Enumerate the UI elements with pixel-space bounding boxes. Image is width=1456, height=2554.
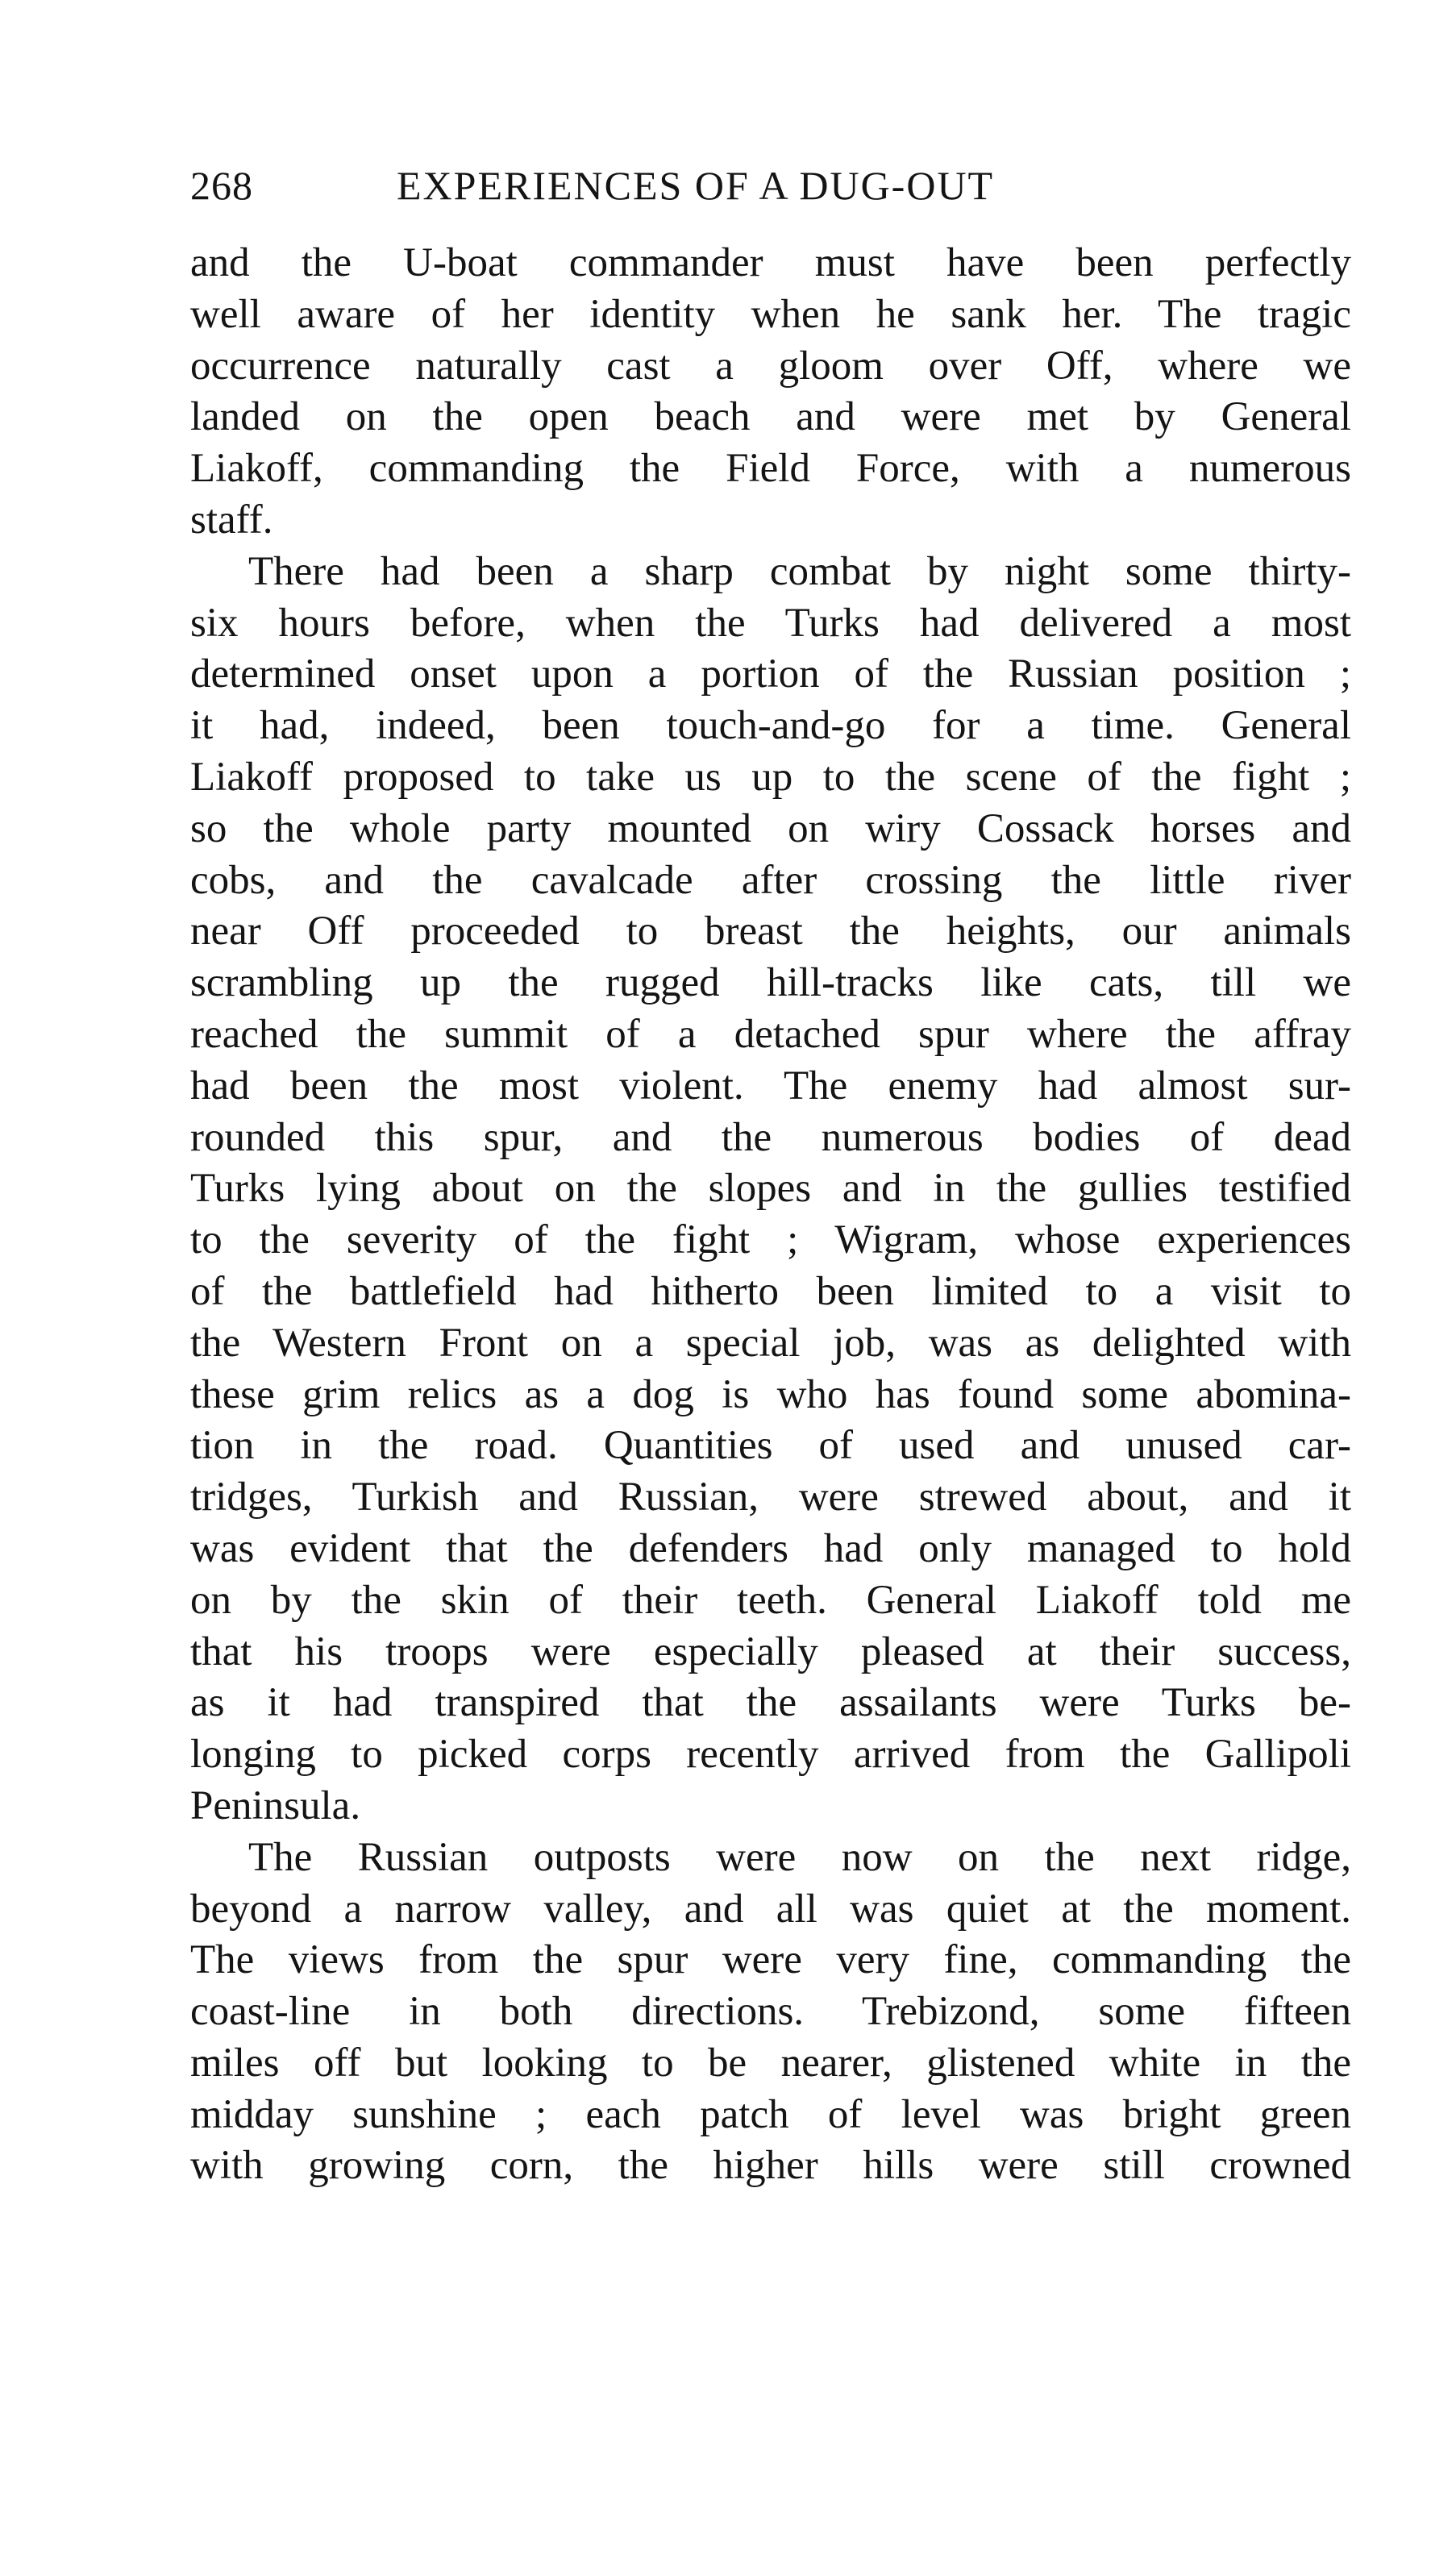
text-line: it had, indeed, been touch-and-go for a time. General	[190, 703, 1351, 749]
text-line: reached the summit of a detached spur where the affray	[190, 1011, 1351, 1057]
text-line: with growing corn, the higher hills were still crowned	[190, 2143, 1351, 2189]
text-line: was evident that the defenders had only managed to hold	[190, 1525, 1351, 1571]
text-line: There had been a sharp combat by night some thirty-	[248, 548, 1351, 594]
text-line: cobs, and the cavalcade after crossing the little river	[190, 857, 1351, 903]
text-line: of the battlefield had hitherto been limited to a visit to	[190, 1268, 1351, 1314]
text-line: tridges, Turkish and Russian, were strewed about, and it	[190, 1475, 1351, 1520]
text-line: coast-line in both directions. Trebizond, some fifteen	[190, 1989, 1351, 2035]
text-line: The views from the spur were very fine, commanding the	[190, 1937, 1351, 1983]
text-line: scrambling up the rugged hill-tracks like cats, till we	[190, 960, 1351, 1006]
text-line: and the U-boat commander must have been perfectly	[190, 240, 1351, 285]
body-text	[190, 238, 1351, 2192]
text-line: on by the skin of their teeth. General Liakoff told me	[190, 1577, 1351, 1623]
text-line: the Western Front on a special job, was as delighted with	[190, 1320, 1351, 1366]
page-header	[190, 149, 1351, 222]
text-line: longing to picked corps recently arrived from the Gallipoli	[190, 1732, 1351, 1778]
text-line: determined onset upon a portion of the Russian position ;	[190, 651, 1351, 697]
paragraph-2	[190, 547, 1351, 1832]
page-number: 268	[190, 163, 253, 208]
text-line: these grim relics as a dog is who has found some abomina-	[190, 1371, 1351, 1417]
text-line: tion in the road. Quantities of used and unused car-	[190, 1423, 1351, 1469]
text-line: rounded this spur, and the numerous bodies of dead	[190, 1114, 1351, 1160]
text-line: Liakoff proposed to take us up to the scene of the fight ;	[190, 754, 1351, 800]
text-line: so the whole party mounted on wiry Cossack horses and	[190, 805, 1351, 851]
paragraph-1	[190, 238, 1351, 547]
text-line: The Russian outposts were now on the next ridge,	[248, 1834, 1351, 1880]
text-line: beyond a narrow valley, and all was quiet at the moment.	[190, 1886, 1351, 1932]
text-line: as it had transpired that the assailants were Turks be-	[190, 1680, 1351, 1726]
running-title: EXPERIENCES OF A DUG-OUT	[397, 163, 995, 208]
text-line: to the severity of the fight ; Wigram, whose experiences	[190, 1217, 1351, 1263]
paragraph-3	[190, 1832, 1351, 2193]
text-line: near Off proceeded to breast the heights, our animals	[190, 909, 1351, 955]
text-line: well aware of her identity when he sank her. The tragic	[190, 291, 1351, 337]
text-line: midday sunshine ; each patch of level was bright green	[190, 2091, 1351, 2137]
text-line: Peninsula.	[190, 1782, 361, 1828]
text-line: that his troops were especially pleased at their success,	[190, 1628, 1351, 1674]
text-line: occurrence naturally cast a gloom over Off, where we	[190, 343, 1351, 389]
text-line: staff.	[190, 497, 273, 543]
text-line: landed on the open beach and were met by General	[190, 394, 1351, 440]
text-line: Liakoff, commanding the Field Force, with a numerous	[190, 446, 1351, 492]
book-page	[190, 149, 1351, 2192]
text-line: six hours before, when the Turks had delivered a most	[190, 600, 1351, 646]
text-line: Turks lying about on the slopes and in the gullies testified	[190, 1166, 1351, 1212]
text-line: miles off but looking to be nearer, glistened white in the	[190, 2040, 1351, 2086]
text-line: had been the most violent. The enemy had almost sur-	[190, 1063, 1351, 1109]
